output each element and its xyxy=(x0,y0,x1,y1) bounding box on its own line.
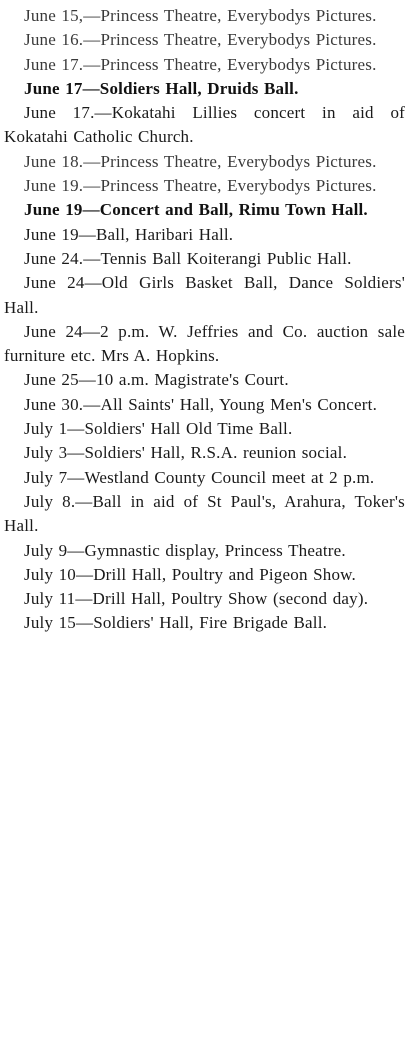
event-listing: June 19.—Princess Theatre, Everybodys Pictures. xyxy=(24,176,377,196)
event-listing: June 17.—Kokatahi Lillies concert in aid of Kokatahi Catholic Church. xyxy=(4,103,405,147)
event-listing: June 19—Concert and Ball, Rimu Town Hall. xyxy=(24,200,368,220)
event-listing: July 8.—Ball in aid of St Paul's, Arahura, Toker's Hall. xyxy=(4,491,405,536)
event-listing: June 16.—Princess Theatre, Everybodys Pictures. xyxy=(24,30,377,50)
event-listing: June 17—Soldiers Hall, Druids Ball. xyxy=(24,78,299,98)
event-listing: July 11—Drill Hall, Poultry Show (second day). xyxy=(24,589,369,609)
event-listing: June 24.—Tennis Ball Koiterangi Public Hall. xyxy=(24,248,352,268)
event-listing: July 15—Soldiers' Hall, Fire Brigade Ball. xyxy=(24,613,328,633)
event-listing: June 25—10 a.m. Magistrate's Court. xyxy=(24,370,289,390)
event-listing: June 24—Old Girls Basket Ball, Dance Soldiers' Hall. xyxy=(4,273,405,317)
event-listing: June 15,—Princess Theatre, Everybodys Pictures. xyxy=(24,6,377,25)
event-listing: June 19—Ball, Haribari Hall. xyxy=(24,224,234,244)
event-listing: July 3—Soldiers' Hall, R.S.A. reunion social. xyxy=(24,443,348,463)
event-listing: June 17.—Princess Theatre, Everybodys Pictures. xyxy=(24,54,377,74)
event-listing: July 9—Gymnastic display, Princess Theatre. xyxy=(24,540,346,560)
event-listing: July 1—Soldiers' Hall Old Time Ball. xyxy=(24,419,293,439)
event-listing: July 7—Westland County Council meet at 2 p.m. xyxy=(24,467,375,487)
event-listing: June 30.—All Saints' Hall, Young Men's Concert. xyxy=(24,394,378,414)
event-listing: July 10—Drill Hall, Poultry and Pigeon Show. xyxy=(24,564,356,584)
event-listing: June 24—2 p.m. W. Jeffries and Co. auction sale furniture etc. Mrs A. Hopkins. xyxy=(4,321,405,366)
event-listing: June 18.—Princess Theatre, Everybodys Pictures. xyxy=(24,151,377,171)
